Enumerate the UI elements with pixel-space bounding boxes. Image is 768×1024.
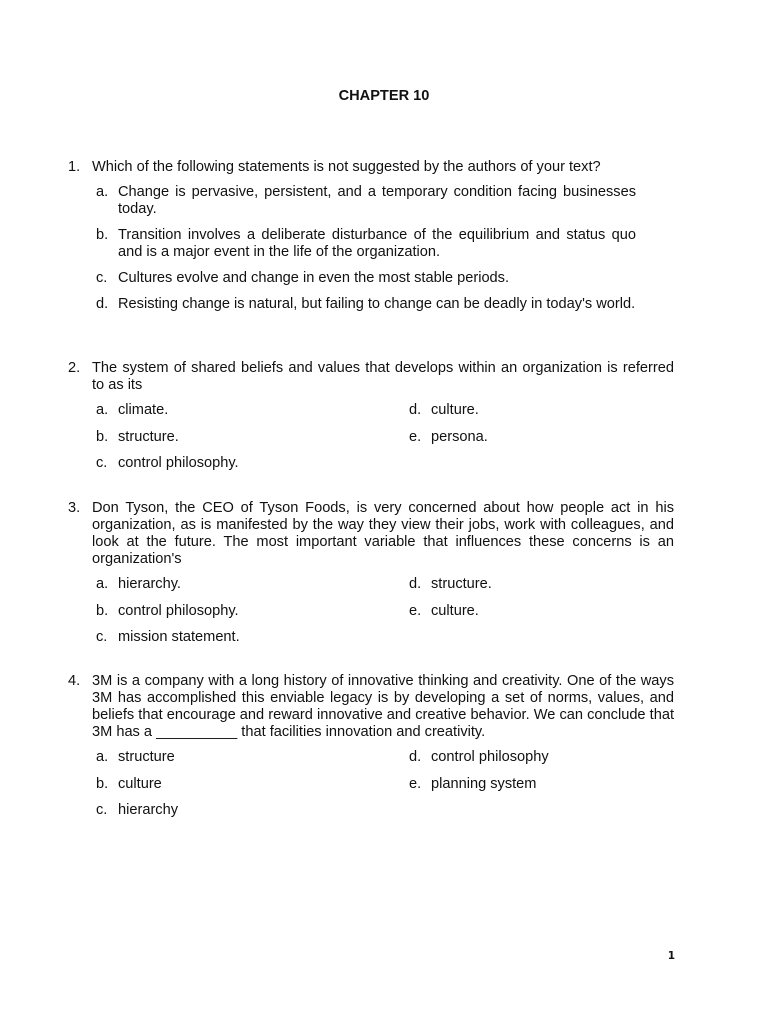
option-letter: e. — [409, 602, 422, 619]
question-number: 1. — [68, 159, 81, 175]
option-text: persona. — [431, 428, 488, 445]
answer-option — [96, 802, 409, 819]
answer-option — [96, 429, 409, 446]
page-number: 1 — [667, 950, 675, 962]
option-letter: d. — [409, 402, 422, 418]
question-1 — [68, 159, 674, 322]
question-4 — [68, 673, 674, 819]
answer-option — [409, 776, 674, 793]
answer-option — [96, 576, 409, 593]
option-text: structure — [118, 749, 175, 765]
question-number: 2. — [68, 360, 81, 376]
option-letter: c. — [96, 629, 108, 645]
option-letter: b. — [96, 602, 109, 619]
answer-option — [96, 629, 409, 646]
chapter-title: CHAPTER 10 — [338, 88, 430, 104]
option-letter: a. — [96, 402, 109, 418]
option-text: culture. — [431, 402, 479, 418]
option-letter: b. — [96, 428, 109, 445]
question-text: Which of the following statements is not suggested by the authors of your text? — [92, 159, 601, 175]
option-text: Transition involves a deliberate disturbance of the equilibrium and status quo and is a major event in the life of the organization. — [118, 227, 636, 260]
answer-options — [68, 576, 674, 646]
option-letter: c. — [96, 270, 108, 286]
question-text: The system of shared beliefs and values that develops within an organization is referred to as its — [92, 360, 674, 393]
option-letter: b. — [96, 775, 109, 792]
option-text: control philosophy. — [118, 602, 239, 619]
option-text: planning system — [431, 775, 537, 792]
option-letter: e. — [409, 775, 422, 792]
option-letter: c. — [96, 802, 108, 818]
option-text: hierarchy. — [118, 576, 181, 592]
option-letter: c. — [96, 455, 108, 471]
option-letter: a. — [96, 184, 109, 200]
question-stem — [68, 159, 674, 176]
question-stem — [68, 500, 674, 568]
question-number: 3. — [68, 500, 81, 516]
answer-option — [96, 402, 409, 419]
option-letter: d. — [409, 576, 422, 592]
answer-option — [409, 603, 674, 620]
answer-option — [96, 227, 636, 261]
question-text: 3M is a company with a long history of innovative thinking and creativity. One of the ways 3M has accomplished this enviable legacy is by developing a set of norms, values, and beliefs that encourage and reward innovative and creative behavior. We can conclude that 3M has a __________ that facilities innovation and creativity. — [92, 673, 674, 740]
answer-option — [409, 402, 674, 419]
option-text: Change is pervasive, persistent, and a temporary condition facing businesses today. — [118, 184, 636, 217]
option-letter: a. — [96, 576, 109, 592]
answer-options — [68, 402, 674, 472]
question-stem — [68, 673, 674, 741]
answer-option — [96, 270, 636, 287]
question-2 — [68, 360, 674, 472]
answer-option — [409, 429, 674, 446]
answer-option — [96, 776, 409, 793]
question-number: 4. — [68, 673, 81, 689]
question-text: Don Tyson, the CEO of Tyson Foods, is very concerned about how people act in his organization, as is manifested by the way they view their jobs, work with colleagues, and look at the future. The most important variable that influences these concerns is an organization's — [92, 500, 674, 567]
answer-option — [409, 749, 674, 766]
option-text: structure. — [118, 428, 179, 445]
question-3 — [68, 500, 674, 646]
option-letter: a. — [96, 749, 109, 765]
answer-option — [96, 749, 409, 766]
answer-option — [96, 184, 636, 218]
option-text: mission statement. — [118, 629, 240, 645]
option-text: hierarchy — [118, 802, 179, 818]
option-text: structure. — [431, 576, 492, 592]
option-text: Resisting change is natural, but failing to change can be deadly in today's world. — [118, 296, 636, 312]
option-text: control philosophy — [431, 749, 549, 765]
option-text: Cultures evolve and change in even the most stable periods. — [118, 270, 510, 286]
option-text: culture. — [431, 602, 479, 619]
question-stem — [68, 360, 674, 394]
answer-options — [68, 184, 636, 313]
option-letter: d. — [409, 749, 422, 765]
answer-option — [409, 576, 674, 593]
option-text: control philosophy. — [118, 455, 239, 471]
option-letter: e. — [409, 428, 422, 445]
answer-options — [68, 749, 674, 819]
option-letter: b. — [96, 227, 109, 243]
answer-option — [96, 603, 409, 620]
option-letter: d. — [96, 296, 109, 312]
option-text: climate. — [118, 402, 169, 418]
answer-option — [96, 296, 636, 313]
option-text: culture — [118, 775, 162, 792]
answer-option — [96, 455, 409, 472]
